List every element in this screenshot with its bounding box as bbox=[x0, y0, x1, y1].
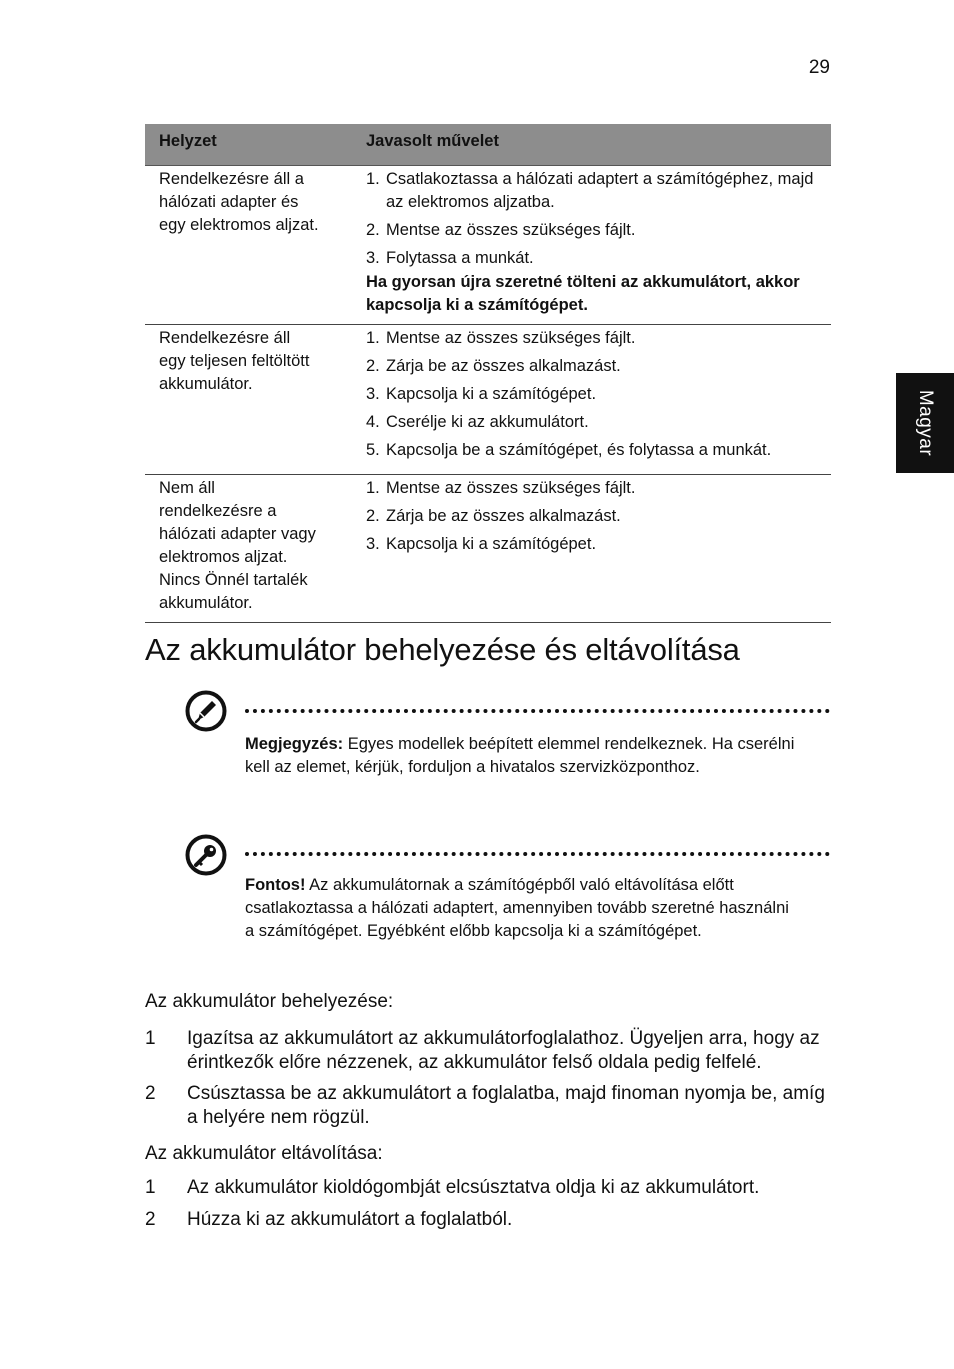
action-step bbox=[366, 477, 821, 500]
remove-heading: Az akkumulátor eltávolítása: bbox=[145, 1143, 383, 1164]
step-text: Kapcsolja ki a számítógépet. bbox=[386, 385, 597, 403]
action-step bbox=[366, 168, 821, 214]
key-icon bbox=[185, 834, 227, 876]
situation-line: akkumulátor. bbox=[159, 594, 253, 612]
action-step bbox=[366, 411, 821, 434]
situation-line: elektromos aljzat. bbox=[159, 548, 288, 566]
step-text: Csatlakoztassa a hálózati adaptert a számítógéphez, majd az elektromos aljzatba. bbox=[386, 170, 814, 211]
situation-line: egy teljesen feltöltött bbox=[159, 352, 310, 370]
situation-line: akkumulátor. bbox=[159, 375, 253, 393]
note-divider bbox=[245, 709, 830, 713]
action-step bbox=[366, 383, 821, 406]
insert-step-number: 1 bbox=[145, 1028, 156, 1049]
step-number: 3. bbox=[366, 249, 380, 267]
step-number: 1. bbox=[366, 479, 380, 497]
table-row bbox=[145, 475, 831, 623]
step-number: 1. bbox=[366, 329, 380, 347]
situation-line: Nincs Önnél tartalék bbox=[159, 571, 308, 589]
table-header-action: Javasolt művelet bbox=[352, 124, 831, 166]
language-side-tab-label: Magyar bbox=[915, 389, 936, 457]
action-step bbox=[366, 327, 821, 350]
important-label: Fontos! bbox=[245, 876, 306, 894]
step-text: Mentse az összes szükséges fájlt. bbox=[386, 329, 636, 347]
step-text: Zárja be az összes alkalmazást. bbox=[386, 507, 621, 525]
charging-options-table bbox=[145, 124, 831, 623]
note-pen-icon bbox=[185, 690, 227, 732]
action-steps bbox=[366, 477, 821, 556]
table-row bbox=[145, 166, 831, 325]
step-number: 3. bbox=[366, 535, 380, 553]
page-number: 29 bbox=[808, 57, 830, 78]
recharge-note: Ha gyorsan újra szeretné tölteni az akkumulátort, akkor kapcsolja ki a számítógépet. bbox=[366, 273, 800, 314]
action-step bbox=[366, 533, 821, 556]
situation-line: hálózati adapter és bbox=[159, 193, 299, 211]
step-number: 2. bbox=[366, 507, 380, 525]
situation-cell bbox=[145, 325, 352, 475]
step-number: 1. bbox=[366, 170, 380, 188]
insert-heading: Az akkumulátor behelyezése: bbox=[145, 991, 394, 1012]
step-text: Kapcsolja ki a számítógépet. bbox=[386, 535, 597, 553]
table-row bbox=[145, 325, 831, 475]
table-header-situation: Helyzet bbox=[145, 124, 352, 166]
action-step bbox=[366, 355, 821, 378]
action-steps bbox=[366, 327, 821, 462]
action-step bbox=[366, 247, 821, 270]
remove-step-number: 1 bbox=[145, 1177, 156, 1198]
step-number: 4. bbox=[366, 413, 380, 431]
situation-line: Rendelkezésre áll bbox=[159, 329, 291, 347]
remove-step-text: Az akkumulátor kioldógombját elcsúsztatva oldja ki az akkumulátort. bbox=[187, 1177, 760, 1198]
action-step bbox=[366, 439, 821, 462]
step-number: 2. bbox=[366, 357, 380, 375]
action-step bbox=[366, 219, 821, 242]
situation-cell bbox=[145, 166, 352, 325]
insert-step-text: Csúsztassa be az akkumulátort a foglalatba, majd finoman nyomja be, amíg a helyére nem rögzül. bbox=[187, 1083, 825, 1128]
table-header-row bbox=[145, 124, 831, 166]
situation-line: rendelkezésre a bbox=[159, 502, 277, 520]
step-number: 3. bbox=[366, 385, 380, 403]
action-steps bbox=[366, 168, 821, 270]
language-side-tab bbox=[896, 373, 954, 473]
action-cell bbox=[352, 475, 831, 623]
step-text: Mentse az összes szükséges fájlt. bbox=[386, 479, 636, 497]
step-number: 5. bbox=[366, 441, 380, 459]
note-text bbox=[245, 733, 800, 779]
note-label: Megjegyzés: bbox=[245, 735, 344, 753]
situation-line: hálózati adapter vagy bbox=[159, 525, 316, 543]
section-title: Az akkumulátor behelyezése és eltávolítása bbox=[145, 632, 740, 667]
step-text: Mentse az összes szükséges fájlt. bbox=[386, 221, 636, 239]
step-text: Folytassa a munkát. bbox=[386, 249, 534, 267]
situation-cell bbox=[145, 475, 352, 623]
situation-line: egy elektromos aljzat. bbox=[159, 216, 319, 234]
step-text: Cserélje ki az akkumulátort. bbox=[386, 413, 589, 431]
remove-step-text: Húzza ki az akkumulátort a foglalatból. bbox=[187, 1209, 513, 1230]
insert-step-number: 2 bbox=[145, 1083, 156, 1104]
insert-step-text: Igazítsa az akkumulátort az akkumulátorfoglalathoz. Ügyeljen arra, hogy az érintkezők előre nézzenek, az akkumulátor felső oldala pedig felfelé. bbox=[187, 1028, 820, 1073]
important-body: Az akkumulátornak a számítógépből való eltávolítása előtt csatlakoztassa a hálózati adaptert, amennyiben tovább szeretné használni a számítógépet. Egyébként előbb kapcsolja ki a számítógépet. bbox=[245, 876, 789, 940]
situation-line: Rendelkezésre áll a bbox=[159, 170, 304, 188]
important-text bbox=[245, 874, 800, 943]
step-number: 2. bbox=[366, 221, 380, 239]
situation-line: Nem áll bbox=[159, 479, 215, 497]
step-text: Kapcsolja be a számítógépet, és folytassa a munkát. bbox=[386, 441, 772, 459]
action-cell bbox=[352, 166, 831, 325]
action-cell bbox=[352, 325, 831, 475]
important-divider bbox=[245, 852, 830, 856]
action-step bbox=[366, 505, 821, 528]
note-body: Egyes modellek beépített elemmel rendelkeznek. Ha cserélni kell az elemet, kérjük, forduljon a hivatalos szervizközponthoz. bbox=[245, 735, 795, 776]
step-text: Zárja be az összes alkalmazást. bbox=[386, 357, 621, 375]
remove-step-number: 2 bbox=[145, 1209, 156, 1230]
